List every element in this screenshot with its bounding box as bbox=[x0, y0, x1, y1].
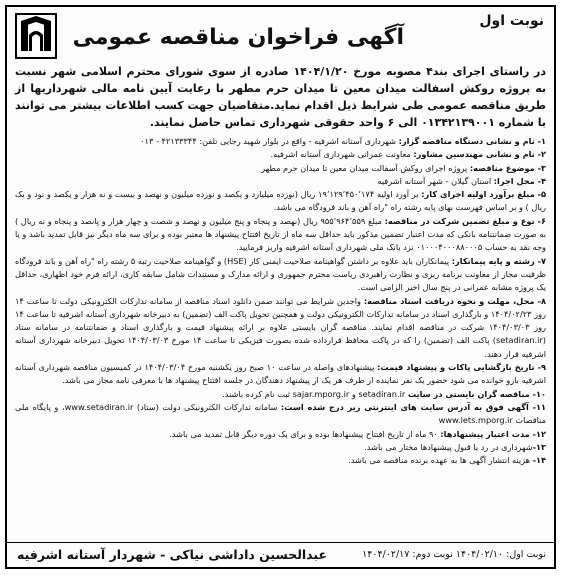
signer-name: عبدالحسین داداشی نیاکی - شهردار آستانه اشرفیه bbox=[17, 547, 328, 562]
list-item: ۵- مبلغ برآورد اولیه اجرای کار: بر آورد اولیه ۱۹٬۱۲۹٬۴۵۰٬۱۷۴ ریال (نوزده میلیارد و یکصد و نوزده میلیون و نهصد و بیست و نه هزار و یکصد و نود و یک ریال ) و بر اساس فهرست بهای پایه رشته راه "راه آهن و باند فرودگاه می باشد. bbox=[15, 189, 547, 213]
list-item: ۱- نام و نشانی دستگاه مناقصه گزار: شهرداری آستانه اشرفیه - واقع در بلوار شهید رجایی تلفن: ۴۲۱۳۳۳۴۴ - ۰۱۳ bbox=[140, 136, 546, 146]
notice-title: آگهی فراخوان مناقصه عمومی bbox=[72, 25, 404, 50]
publication-dates: نوبت اول: ۱۴۰۴/۰۲/۱۰ نوبت دوم: ۱۴۰۴/۰۲/۱۷ bbox=[362, 549, 546, 560]
list-item: ۳- موضوع مناقصه: پروژه اجرای روکش آسفالت میدان معین تا میدان حرم مطهر bbox=[261, 162, 546, 173]
list-item: ۱۴- هزینه انتشار آگهی ها به عهده برنده مناقصه می باشد. bbox=[348, 455, 546, 466]
list-item: ۱۱- آگهی فوق به آدرس سایت های اینترنتی زیر درج شده است: سامانه تدارکات الکترونیکی دولت (ستاد) www.setadiran.ir، و پایگاه ملی مناقصات www.lets.mporg.ir bbox=[15, 401, 547, 426]
list-item: ۶- نوع و مبلغ تضمین شرکت در مناقصه: مبلغ ۹۵۵٬۹۶۴٬۵۵۹ ریال (نهصد و پنجاه و پنج میلیون و نهصد و شصت و چهار هزار و پانصد و پنجاه و نه ریال ) به صورت ضمانتنامه بانکی که مدت اعتبار تضمین مذکور باید حداقل سه ماه از تاریخ افتتاح پیشنهاد ها معتبر بوده و برای سه ماه دیگر نیز قابل تمدید باشد و یا وجه نقد به حساب ۰۱۰۰۰۴۰۰۰۸۸۰۰۰۵ نزد بانک ملی شهرداری آستانه اشرفیه واریز فرمایید. bbox=[15, 215, 546, 253]
list-item: ۸- محل، مهلت و نحوه دریافت اسناد مناقصه: واجدین شرایط می توانند ضمن دانلود اسناد مناقصه از سامانه تدارکات الکترونیکی دولت تا ساعت ۱۴ روز ۱۴۰۴/۰۲/۲۳ و بارگذاری اسناد در سامانه تدارکات الکترونیکی دولت و همچنین تحویل پاکت الف (تضمین) به دبیرخانه شهرداری آستانه اشرفیه تا ساعت ۱۴ روز ۱۴۰۴/۰۳/۰۳ شرکت در مناقصه اقدام نمایند. مناقصه گران بایستی علاوه بر ارائه پیشنهاد قیمت و بارگذاری اسناد و ضمانتنامه در سامانه ستاد (setadiran.ir) پاکت الف (تضمین) را که در پاکت محافظ قرارداده شده بصورت فیزیکی تا ساعت ۱۴ مورخ ۱۴۰۴/۰۳/۰۳ تحویل دبیرخانه شهرداری آستانه اشرفیه قرار دهند. bbox=[15, 295, 546, 359]
municipality-logo-icon bbox=[15, 13, 57, 59]
round-label: نوبت اول bbox=[479, 13, 544, 29]
notice-header bbox=[7, 7, 554, 63]
list-item: ۹- تاریخ بازگشایی پاکات و پیشنهاد قیمت: پیشنهادهای واصله در ساعت ۱۰ صبح روز یکشنبه مورخ ۱۴۰۴/۰۳/۰۴ در کمیسیون مناقصه شهرداری آستانه اشرفیه بازو خوانده می شود حضور یک نفر نماینده از طرف هر یک از پیشنهاد دهندگان در جلسه افتتاح پیشنهاد ها با معرفی نامه مجاز می باشد. bbox=[15, 362, 546, 386]
conditions-list bbox=[7, 135, 554, 467]
intro-paragraph: در راستای اجرای بند۴ مصوبه مورخ ۱۴۰۴/۱/۲۰ صادره از سوی شورای محترم اسلامی شهر نسبت به پروژه روکش اسفالت میدان معین تا میدان حرم مطهر با رعایت آیین نامه مالی شهرداریها از طریق مناقصه عمومی طی شرایط ذیل اقدام نماید.متقاضیان جهت کسب اطلاعات بیشتر می توانند با شماره ۰۱۳۴۲۱۳۹۰۰۱ الی ۶ واحد حقوقی شهرداری تماس حاصل نمایند. bbox=[15, 65, 547, 129]
list-item: ۱۲- مدت اعتبار پیشنهادها: ۹۰ ماه از تاریخ افتتاح پیشنهادها بوده و برای یک دوره دیگر قابل تمدید می باشد. bbox=[169, 428, 546, 439]
list-item: ۱۳-شهرداری در رد یا قبول پیشنهادها مختار می باشد. bbox=[364, 441, 546, 452]
notice-footer bbox=[7, 542, 554, 567]
list-item: ۱۰- مناقصه گران بایستی در سایت setadiran.ir و sajar.mporg.ir ثبت نام کرده باشند. bbox=[222, 388, 546, 399]
list-item: ۴- محل اجرا: استان گیلان - شهر آستانه اشرفیه bbox=[377, 175, 546, 186]
list-item: ۷- رشته و پایه پیمانکار: پیمانکاران باید علاوه بر داشتن گواهینامه صلاحیت ایمنی کار (HSE) و گواهینامه صلاحیت رتبه ۵ رشته راه "راه آهن و باند فرودگاه ظرفیت مجاز از معاونت برنامه ریزی و نظارت راهبردی ریاست محترم جمهوری و ارائه مدارک و مستندات شامل سابقه کاری، ارائه فرم خود اظهاری، حداقل یک پروژه مشابه عمرانی در پنج سال اخیر الزامی است. bbox=[15, 255, 546, 293]
list-item: ۲- نام و نشانی مهندسین مشاور: معاونت عمرانی شهرداری آستانه اشرفیه. bbox=[270, 149, 546, 160]
tender-notice bbox=[5, 5, 556, 569]
